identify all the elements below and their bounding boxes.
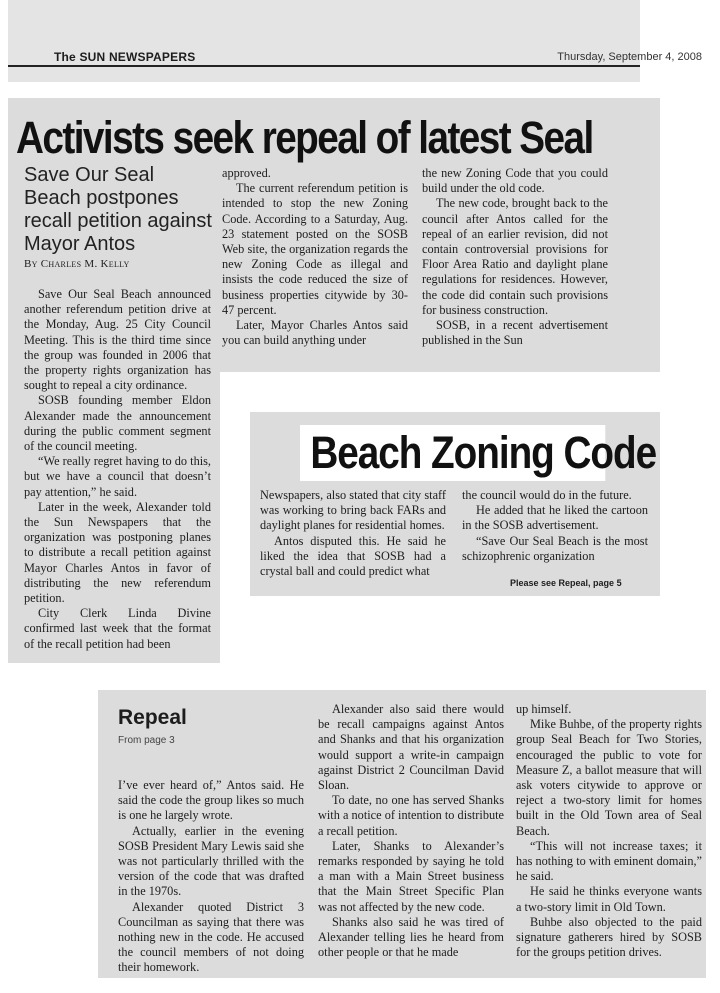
paragraph: Mike Buhbe, of the property rights group Seal Beach for Two Stories, encouraged the public to vote for Measure Z, a ballot measure that will ask voters citywide to approve or reject a two-story limit for homes built in the Old Town area of Seal Beach. (516, 717, 702, 838)
clipping-cutout (220, 372, 660, 412)
paragraph: SOSB, in a recent advertisement published in the Sun (422, 318, 608, 348)
paragraph: To date, no one has served Shanks with a notice of intention to distribute a recall petition. (318, 793, 504, 838)
paragraph: Later, Mayor Charles Antos said you can build anything under (222, 318, 408, 348)
jump-headline: Repeal (118, 706, 187, 729)
paragraph: “We really regret having to do this, but we have a council that doesn’t pay attention,” he said. (24, 454, 211, 499)
continued-reference: Please see Repeal, page 5 (510, 578, 622, 588)
paragraph: I’ve ever heard of,” Antos said. He said the code the group likes so much is one he largely wrote. (118, 778, 304, 823)
paragraph: Save Our Seal Beach announced another referendum petition drive at the Monday, Aug. 25 City Council Meeting. This is the third time since the group was founded in 2006 that the property rights organization has sought to repeal a city ordinance. (24, 287, 211, 393)
masthead-rule (8, 65, 640, 67)
paragraph: Buhbe also objected to the paid signature gatherers hired by SOSB for the groups petition drives. (516, 914, 702, 960)
paragraph: Shanks also said he was tired of Alexander telling lies he heard from other people or that he made (318, 914, 504, 960)
paragraph: He said he thinks everyone wants a two-story limit in Old Town. (516, 884, 702, 914)
paragraph: Later in the week, Alexander told the Sun Newspapers that the organization was postponing planes to distribute a recall petition against Mayor Charles Antos in favor of distributing the new referendum petition. (24, 499, 211, 606)
article-column-2-top (222, 166, 408, 348)
paragraph: approved. (222, 166, 271, 180)
paragraph: Newspapers, also stated that city staff was working to bring back FARs and daylight planes for residential homes. (260, 488, 446, 533)
jump-column-2 (318, 702, 504, 960)
headline: Activists seek repeal of latest Seal (16, 112, 593, 163)
headline-continuation: Beach Zoning Code (300, 425, 605, 481)
paragraph: up himself. (516, 702, 572, 716)
clipping-cutout (220, 412, 250, 596)
paragraph: City Clerk Linda Divine confirmed last week that the format of the recall petition had been (24, 606, 211, 651)
jump-column-1 (118, 778, 304, 976)
paragraph: Alexander also said there would be recall campaigns against Antos and Shanks and that his organization would support a write-in campaign against District 2 Councilman David Sloan. (318, 702, 504, 793)
paragraph: “This will not increase taxes; it has nothing to with eminent domain,” he said. (516, 838, 702, 884)
jump-from-label: From page 3 (118, 735, 175, 746)
article-column-3-bottom (462, 488, 648, 564)
paragraph: Later, Shanks to Alexander’s remarks responded by saying he told a man with a Main Street business that the Main Street Specific Plan was not affected by the new code. (318, 838, 504, 914)
paragraph: the new Zoning Code that you could build under the old code. (422, 166, 608, 196)
paragraph: the council would do in the future. (462, 488, 632, 502)
masthead-clipping (8, 0, 640, 82)
paragraph: He added that he liked the cartoon in the SOSB advertisement. (462, 503, 648, 533)
paragraph: “Save Our Seal Beach is the most schizophrenic organization (462, 533, 648, 563)
paragraph: Actually, earlier in the evening SOSB President Mary Lewis said she was not particularly thrilled with the version of the code that was drafted in the 1970s. (118, 823, 304, 899)
clipping-cutout (220, 596, 660, 663)
article-column-1 (24, 287, 211, 652)
paragraph: The current referendum petition is intended to stop the new Zoning Code. According to a Saturday, Aug. 23 statement posted on the SOSB Web site, the organization regards the new Zoning Code as illegal and insists the code reduced the size of business properties citywide by 30-47 percent. (222, 181, 408, 317)
paragraph: SOSB founding member Eldon Alexander made the announcement during the public comment segment of the council meeting. (24, 393, 211, 454)
jump-column-3 (516, 702, 702, 960)
publication-date: Thursday, September 4, 2008 (557, 51, 702, 63)
byline: By Charles M. Kelly (24, 258, 130, 270)
paragraph: Antos disputed this. He said he liked the idea that SOSB had a crystal ball and could predict what (260, 533, 446, 579)
paragraph: Alexander quoted District 3 Councilman as saying that there was nothing new in the code. He accused the council members of not doing their homework. (118, 899, 304, 975)
newspaper-name: The SUN NEWSPAPERS (54, 50, 196, 64)
article-column-3-top (422, 166, 608, 348)
deck: Save Our Seal Beach postpones recall petition against Mayor Antos (24, 164, 212, 255)
article-column-2-bottom (260, 488, 446, 579)
paragraph: The new code, brought back to the council after Antos called for the repeal of an earlier revision, did not contain controversial provisions for Floor Area Ratio and daylight plane regulations for residences. However, the code did contain such provisions for business construction. (422, 196, 608, 317)
